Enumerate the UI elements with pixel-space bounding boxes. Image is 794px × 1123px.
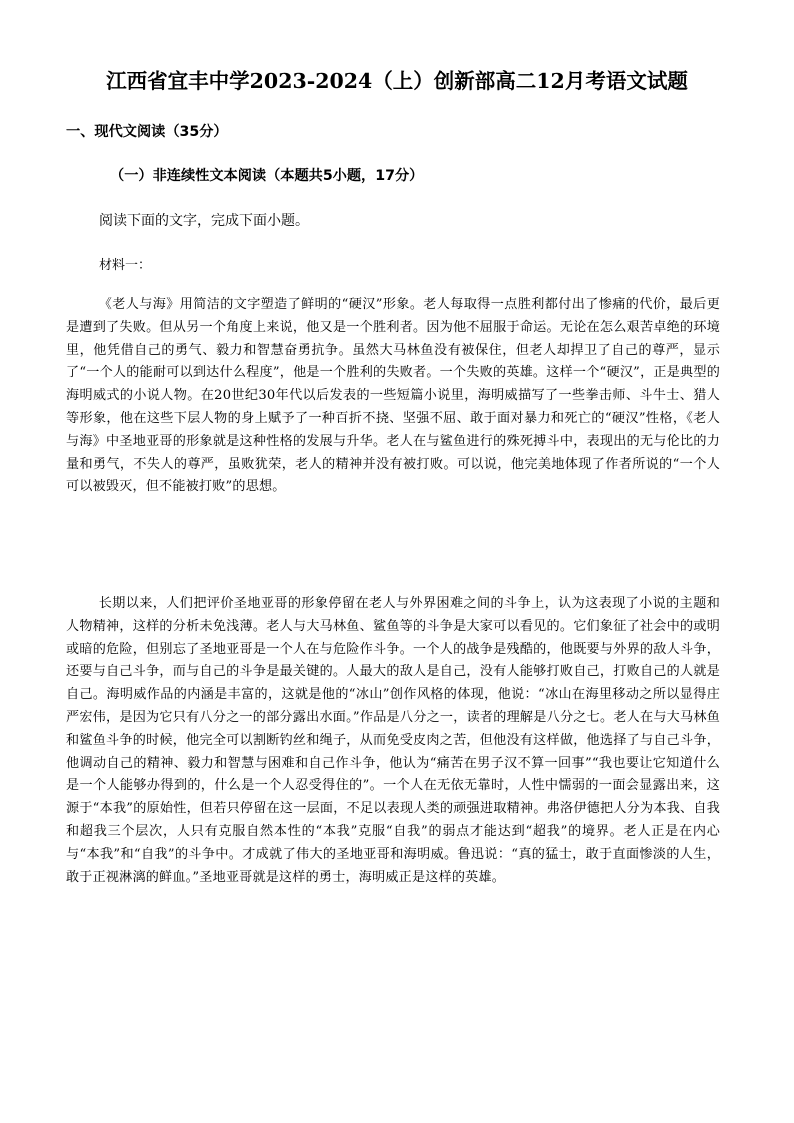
reading-instruction: 阅读下面的文字，完成下面小题。 (99, 213, 309, 229)
sub-section-heading: （一）非连续性文本阅读（本题共5小题，17分） (110, 168, 424, 184)
document-title: 江西省宜丰中学2023-2024（上）创新部高二12月考语文试题 (106, 69, 688, 93)
body-paragraph: 长期以来，人们把评价圣地亚哥的形象停留在老人与外界困难之间的斗争上，认为这表现了小说的主题和人物精神，这样的分析未免浅薄。老人与大马林鱼、鲨鱼等的斗争是大家可以看见的。它们象征了社会中的或明或暗的危险，但别忘了圣地亚哥是一个人在与危险作斗争。一个人的战争是残酷的，他既要与外界的敌人斗争，还要与自己斗争，而与自己的斗争是最关键的。人最大的敌人是自己，没有人能够打败自己，打败自己的人就是自己。海明威作品的内涵是丰富的，这就是他的“冰山”创作风格的体现，他说：“冰山在海里移动之所以显得庄严宏伟，是因为它只有八分之一的部分露出水面。”作品是八分之一，读者的理解是八分之七。老人在与大马林鱼和鲨鱼斗争的时候，他完全可以割断钓丝和绳子，从而免受皮肉之苦，但他没有这样做，他选择了与自己斗争，他调动自己的精神、毅力和智慧与困难和自己作斗争，他认为“痛苦在男子汉不算一回事”“我也要让它知道什么是一个人能够办得到的，什么是一个人忍受得住的”。一个人在无依无靠时，人性中懦弱的一面会显露出来，这源于“本我”的原始性，但若只停留在这一层面，不足以表现人类的顽强进取精神。弗洛伊德把人分为本我、自我和超我三个层次，人只有克服自然本性的“本我”克服“自我”的弱点才能达到“超我”的境界。老人正是在内心与“本我”和“自我”的斗争中。才成就了伟大的圣地亚哥和海明威。鲁迅说：“真的猛士，敢于直面惨淡的人生，敢于正视淋漓的鲜血。”圣地亚哥就是这样的勇士，海明威正是这样的英雄。 (66, 596, 720, 885)
material-label: 材料一： (99, 258, 152, 273)
section-heading: 一、现代文阅读（35分） (66, 124, 228, 140)
body-paragraph: 《老人与海》用简洁的文字塑造了鲜明的“硬汉”形象。老人每取得一点胜利都付出了惨痛的代价，最后更是遭到了失败。但从另一个角度上来说，他又是一个胜利者。因为他不屈服于命运。无论在怎么艰苦卓绝的环境里，他凭借自己的勇气、毅力和智慧奋勇抗争。虽然大马林鱼没有被保住，但老人却捍卫了自己的尊严，显示了“一个人的能耐可以到达什么程度”，他是一个胜利的失败者。一个失败的英雄。这样一个“硬汉”，正是典型的海明威式的小说人物。在20世纪30年代以后发表的一些短篇小说里，海明威描写了一些拳击师、斗牛士、猎人等形象，他在这些下层人物的身上赋予了一种百折不挠、坚强不屈、敢于面对暴力和死亡的“硬汉”性格，《老人与海》中圣地亚哥的形象就是这种性格的发展与升华。老人在与鲨鱼进行的殊死搏斗中，表现出的无与伦比的力量和勇气，不失人的尊严，虽败犹荣，老人的精神并没有被打败。可以说，他完美地体现了作者所说的“一个人可以被毁灭，但不能被打败”的思想。 (66, 297, 720, 495)
